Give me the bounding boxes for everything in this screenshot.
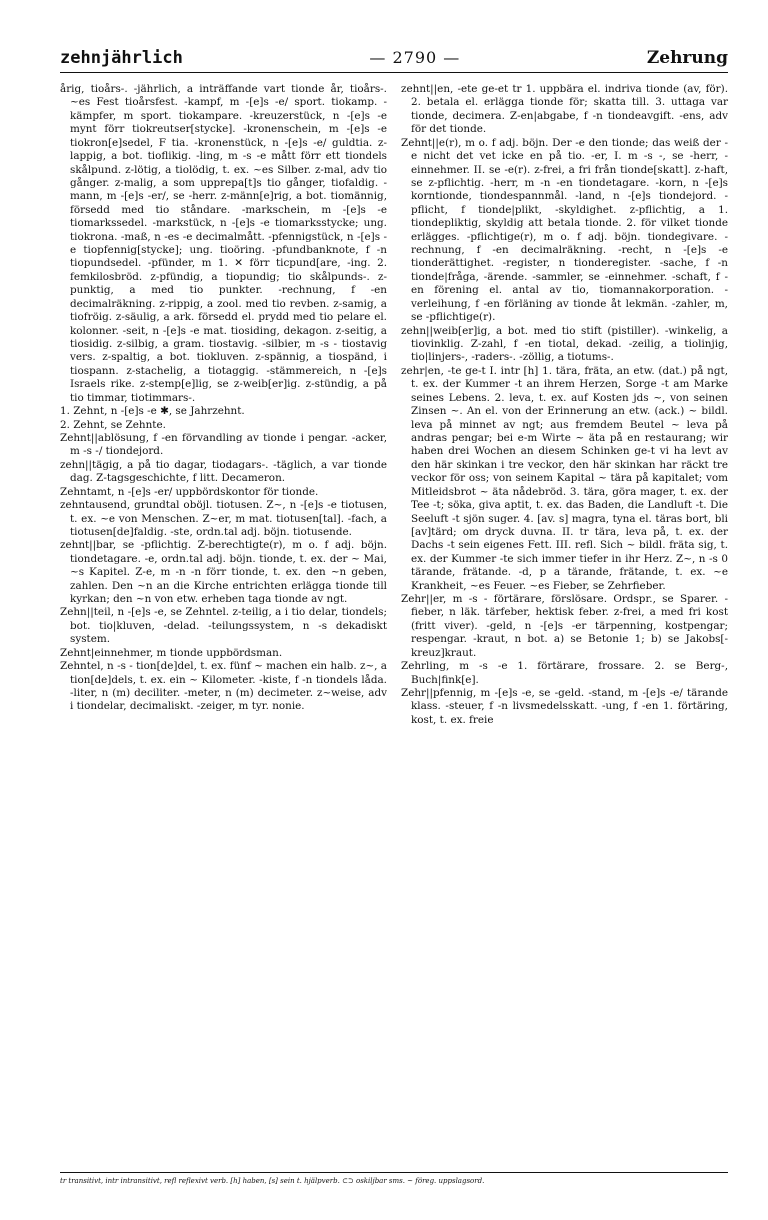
dictionary-entry: zehn||tägig, a på tio dagar, tiodagars-. -täglich, a var tionde dag. Z-tagsgeschichte, f litt. Decameron. bbox=[60, 458, 387, 485]
dictionary-entry: zehnt||bar, se -pflichtig. Z-berechtigte(r), m o. f adj. böjn. tiondetagare. -e, ordn.tal adj. böjn. tionde, t. ex. der ~ Mai, ~s Kapitel. Z-e, m -n -n förr tionde, t. ex. den ~n geben, zahlen. Den ~n an die Kirche entrichten erlägga tionde till kyrkan; den ~n von etw. erheben taga tionde av ngt. bbox=[60, 539, 387, 606]
dictionary-entry: Zehnt||e(r), m o. f adj. böjn. Der -e den tionde; das weiß der -e nicht det vet icke en på tio. -er, I. m -s -, se -herr, -einnehmer. II. se -e(r). z-frei, a fri från tionde[skatt]. z-haft, se z-pflichtig. -herr, m -n -en tiondetagare. -korn, n -[e]s korntionde, tiondespannmål. -land, n -[e]s tiondejord. -pflicht, f tionde|plikt, -skyldighet. z-pflichtig, a 1. tiondepliktig, skyldig att betala tionde. 2. för vilket tionde erlägges. -pflichtige(r), m o. f adj. böjn. tiondegivare. -rechnung, f -en decimalräkning. -recht, n -[e]s -e tionderättighet. -register, n tionderegister. -sache, f -n tionde|fråga, -ärende. -sammler, se -einnehmer. -schaft, f -en förening el. antal av tio, tiomannakorporation. -verleihung, f -en förläning av tionde åt lekmän. -zahler, m, se -pflichtige(r). bbox=[401, 136, 728, 324]
dictionary-entry: zehntausend, grundtal oböjl. tiotusen. Z~, n -[e]s -e tiotusen, t. ex. ~e von Menschen. Z~er, m mat. tiotusen[tal]. -fach, a tiotusen[de]faldig. -ste, ordn.tal adj. böjn. tiotusende. bbox=[60, 499, 387, 538]
right-running-headword: Zehrung bbox=[646, 48, 728, 68]
page-number: — 2790 — bbox=[369, 48, 461, 67]
dictionary-entry: Zehntel, n -s - tion[de]del, t. ex. fünf ~ machen ein halb. z~, a tion[de]dels, t. ex. ein ~ Kilometer. -kiste, f -n tiondels låda. -liter, n (m) deciliter. -meter, n (m) decimeter. z~weise, adv i tiondelar, decimaliskt. -zeiger, m tyr. nonie. bbox=[60, 660, 387, 713]
dictionary-entry: Zehrling, m -s -e 1. förtärare, frossare. 2. se Berg-, Buch|fink[e]. bbox=[401, 660, 728, 686]
left-column bbox=[60, 83, 387, 727]
dictionary-entry: Zehnt|einnehmer, m tionde uppbördsman. bbox=[60, 646, 283, 659]
left-running-headword: zehnjährlich bbox=[60, 48, 183, 68]
dictionary-entry: zehn||weib[er]ig, a bot. med tio stift (pistiller). -winkelig, a tiovinklig. Z-zahl, f -en tiotal, dekad. -zeilig, a tiolinjig, tio|linjers-, -raders-. -zöllig, a tiotums-. bbox=[401, 324, 728, 364]
dictionary-entry: Zehnt||ablösung, f -en förvandling av tionde i pengar. -acker, m -s -/ tiondejord. bbox=[60, 431, 387, 458]
page-header bbox=[60, 48, 728, 73]
dictionary-entry: zehnt||en, -ete ge-et tr 1. uppbära el. indriva tionde (av, för). 2. betala el. erlägga tionde för; skatta till. 3. uttaga var tionde, decimera. Z-en|abgabe, f -n tiondeavgift. -ens, adv för det tionde. bbox=[401, 83, 728, 136]
dictionary-entry: årig, tioårs-. -jährlich, a inträffande vart tionde år, tioårs-. ~es Fest tioårsfest. -kampf, m -[e]s -e/ sport. tiokamp. -kämpfer, m sport. tiokampare. -kreuzerstück, n -[e]s -e mynt förr tiokreutser[stycke]. -kronenschein, m -[e]s -e tiokron[e]sedel, F tia. -kronenstück, n -[e]s -e/ guldtia. z-lappig, a bot. tioflikig. -ling, m -s -e mått förr ett tiondels skålpund. z-lötig, a tiolödig, t. ex. ~es Silber. z-mal, adv tio gånger. z-malig, a som upprepa[t]s tio gånger, tiofaldig. -mann, m -[e]s -er/, se -herr. z-männ[e]rig, a bot. tiomännig, försedd med tio ståndare. -markschein, m -[e]s -e tiomarkssedel. -markstück, n -[e]s -e tiomarksstycke; ung. tiokrona. -maß, n -es -e decimalmått. -pfennigstück, n -[e]s -e tiopfennig[stycke]; ung. tioöring. -pfundbanknote, f -n tiopundsedel. -pfünder, m 1. ✕ förr ticpund[are, -ing. 2. femkilosbröd. z-pfündig, a tiopundig; tio skålpunds-. z-punktig, a med tio punkter. -rechnung, f -en decimalräkning. z-rippig, a zool. med tio revben. z-samig, a tiofröig. z-säulig, a ark. försedd el. prydd med tio pelare el. kolonner. -seit, n -[e]s -e mat. tiosiding, dekagon. z-seitig, a tiosidig. z-silbig, a gram. tiostavig. -silbier, m -s - tiostavig vers. z-spaltig, a bot. tiokluven. z-spännig, a tiospänd, i tiospann. z-stachelig, a tiotaggig. -stämmereich, n -[e]s Israels rike. z-stemp[e]lig, se z-weib[er]ig. z-stündig, a på tio timmar, tiotimmars-. bbox=[60, 83, 387, 404]
dictionary-entry: Zehr||er, m -s - förtärare, förslösare. Ordspr., se Sparer. -fieber, n läk. tärfeber, hektisk feber. z-frei, a med fri kost (fritt viver). -geld, n -[e]s -er tärpenning, kostpengar; respengar. -kraut, n bot. a) se Betonie 1; b) se Jakobs[-kreuz]kraut. bbox=[401, 593, 728, 659]
two-column-body bbox=[60, 83, 728, 727]
dictionary-entry: 1. Zehnt, n -[e]s -e ✱, se Jahrzehnt. bbox=[60, 405, 245, 418]
right-column bbox=[401, 83, 728, 727]
dictionary-entry: Zehntamt, n -[e]s -er/ uppbördskontor för tionde. bbox=[60, 485, 319, 498]
dictionary-entry: 2. Zehnt, se Zehnte. bbox=[60, 418, 166, 431]
abbreviation-legend: tr transitivt, intr intransitivt, refl reflexivt verb. [h] haben, [s] sein t. hjälpverb. ⊂⊃ oskiljbar sms. ~ föreg. uppslagsord. bbox=[60, 1172, 728, 1185]
dictionary-entry: zehr|en, -te ge-t I. intr [h] 1. tära, fräta, an etw. (dat.) på ngt, t. ex. der Kummer -t an ihrem Herzen, Sorge -t am Marke seines Lebens. 2. leva, t. ex. auf Kosten jds ~, von seinen Zinsen ~. An el. von der Erinnerung an etw. (ack.) ~ bildl. leva på minnet av ngt; aus fremdem Beutel ~ leva på andras pengar; bei e-m Wirte ~ äta på en restaurang; wir haben drei Wochen an diesem Schinken ge-t vi ha levt av den här skinkan i tre veckor, den här skinkan har räckt tre veckor för oss; von seinem Kapital ~ tära på kapitalet; vom Mitleidsbrot ~ äta nådebröd. 3. tära, göra mager, t. ex. der Tee -t; söka, giva aptit, t. ex. das Baden, die Landluft -t. Die Seeluft -t sjön suger. 4. [av. s] magra, tyna el. täras bort, bli [av]tärd; om dryck duvna. II. tr tära, leva på, t. ex. der Dachs -t sein eigenes Fett. III. refl. Sich ~ bildl. fräta sig, t. ex. der Kummer -te sich immer tiefer in ihr Herz. Z~, n -s 0 tärande, frätande. -d, p a tärande, frätande, t. ex. ~e Krankheit, ~es Feuer. ~es Fieber, se Zehrfieber. bbox=[401, 364, 728, 592]
dictionary-entry: Zehn||teil, n -[e]s -e, se Zehntel. z-teilig, a i tio delar, tiondels; bot. tio|kluven, -delad. -teilungssystem, n -s dekadiskt system. bbox=[60, 606, 387, 646]
dictionary-entry: Zehr||pfennig, m -[e]s -e, se -geld. -stand, m -[e]s -e/ tärande klass. -steuer, f -n livsmedelsskatt. -ung, f -en 1. förtäring, kost, t. ex. freie bbox=[401, 686, 728, 726]
